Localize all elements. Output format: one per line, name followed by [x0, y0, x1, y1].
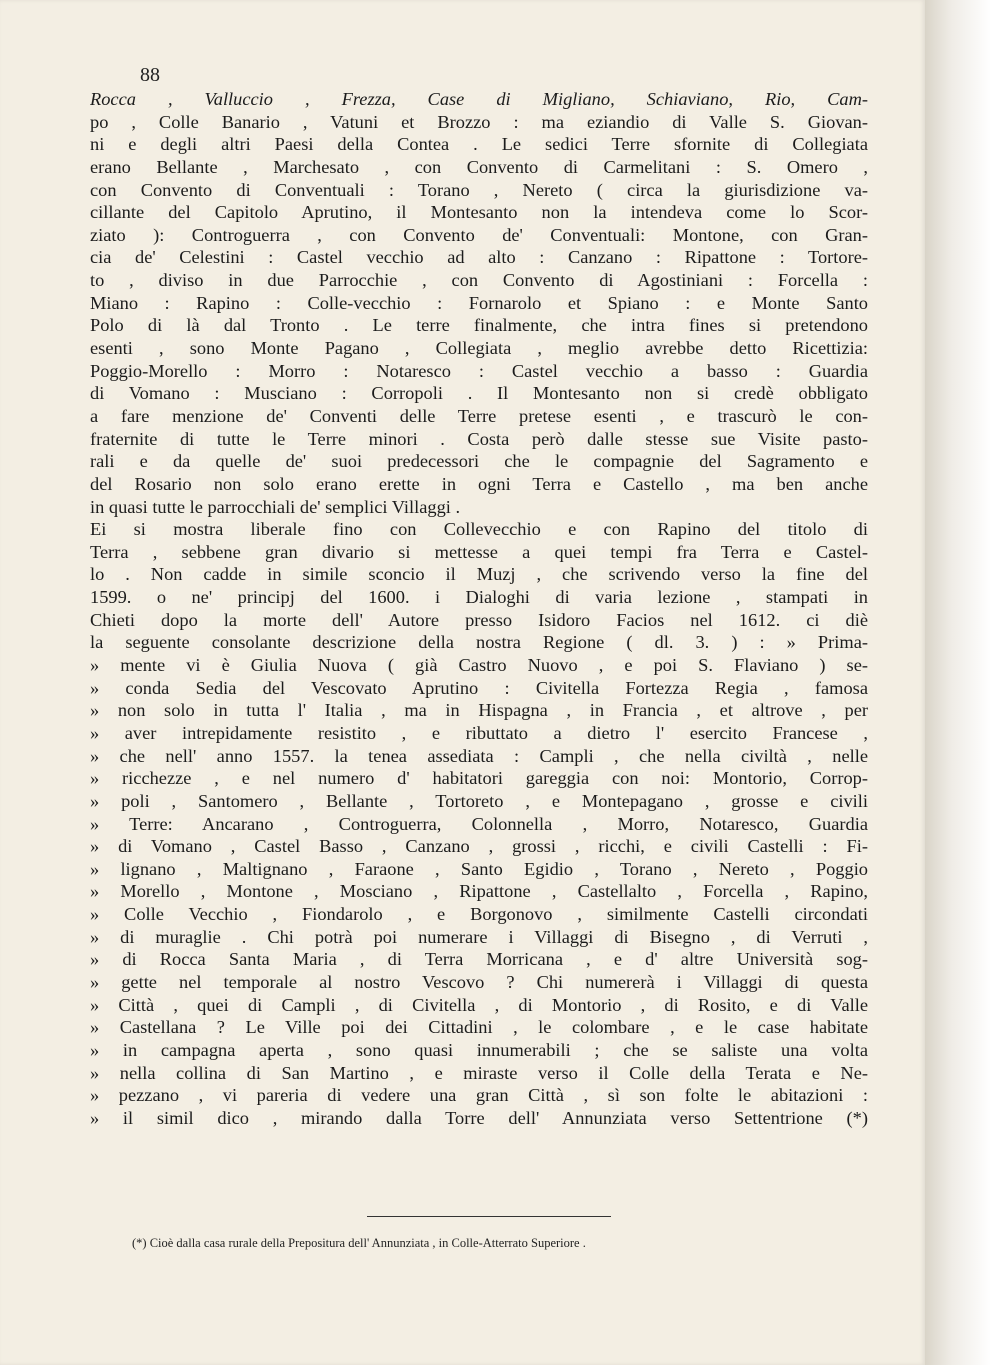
text-line: a fare menzione de' Conventi delle Terre pretese esenti , e trascurò le con- — [90, 405, 868, 426]
text-line: » Morello , Montone , Mosciano , Ripattone , Castellalto , Forcella , Rapino, — [90, 881, 868, 902]
text-line: po , Colle Banario , Vatuni et Brozzo : ma eziandio di Valle S. Giovan- — [90, 111, 868, 132]
text-line: » poli , Santomero , Bellante , Tortoreto , e Montepagano , grosse e civili — [90, 790, 868, 811]
text-line: con Convento di Conventuali : Torano , Nereto ( circa la giurisdizione va- — [90, 179, 868, 200]
text-line: » nella collina di San Martino , e miraste verso il Colle della Terata e Ne- — [90, 1062, 868, 1083]
footnote-rule — [367, 1216, 611, 1217]
text-line: Poggio-Morello : Morro : Notaresco : Castel vecchio a basso : Guardia — [90, 360, 868, 381]
text-line: » in campagna aperta , sono quasi innumerabili ; che se saliste una volta — [90, 1039, 868, 1060]
text-line: » di Vomano , Castel Basso , Canzano , grossi , ricchi, e civili Castelli : Fi- — [90, 836, 868, 857]
text-line: in quasi tutte le parrocchiali de' semplici Villaggi . — [90, 496, 461, 517]
text-line: rali e da quelle de' suoi predecessori che le compagnie del Sagramento e — [90, 451, 868, 472]
text-line: del Rosario non solo erano erette in ogni Terra e Castello , ma ben anche — [90, 473, 868, 494]
text-line: » Colle Vecchio , Fiondarolo , e Borgonovo , similmente Castelli circondati — [90, 904, 868, 925]
text-line: cillante del Capitolo Aprutino, il Montesanto non la intendeva come lo Scor- — [90, 202, 868, 223]
text-line: » pezzano , vi pareria di vedere una gran Città , sì son folte le abitazioni : — [90, 1085, 868, 1106]
text-line: to , diviso in due Parrocchie , con Convento di Agostiniani : Forcella : — [90, 270, 868, 291]
text-line: » Terre: Ancarano , Controguerra, Colonnella , Morro, Notaresco, Guardia — [90, 813, 868, 834]
text-line: lo . Non cadde in simile sconcio il Muzj , che scrivendo verso la fine del — [90, 564, 868, 585]
text-line: » che nell' anno 1557. la tenea assediata : Campli , che nella civiltà , nelle — [90, 745, 868, 766]
text-line: » conda Sedia del Vescovato Aprutino : Civitella Fortezza Regia , famosa — [90, 677, 868, 698]
footnote: (*) Cioè dalla casa rurale della Prepositura dell' Annunziata , in Colle-Atterrato Superiore . — [132, 1236, 586, 1250]
text-line: » Castellana ? Le Ville poi dei Cittadini , le colombare , e le case habitate — [90, 1017, 868, 1038]
page-edge-shadow — [925, 0, 991, 1365]
text-line: » mente vi è Giulia Nuova ( già Castro Nuovo , e poi S. Flaviano ) se- — [90, 655, 868, 676]
text-line: » non solo in tutta l' Italia , ma in Hispagna , in Francia , et altrove , per — [90, 700, 868, 721]
text-line: Ei si mostra liberale fino con Collevecchio e con Rapino del titolo di — [90, 519, 868, 540]
text-line: fraternite di tutte le Terre minori . Costa però dalle stesse sue Visite pasto- — [90, 428, 868, 449]
text-line: 1599. o ne' principj del 1600. i Dialoghi di varia lezione , stampati in — [90, 587, 868, 608]
text-line: » gette nel temporale al nostro Vescovo ? Chi numererà i Villaggi di questa — [90, 971, 868, 992]
text-line: » aver intrepidamente resistito , e ributtato a dietro l' esercito Francese , — [90, 722, 868, 743]
text-line: erano Bellante , Marchesato , con Convento di Carmelitani : S. Omero , — [90, 156, 868, 177]
text-line: Miano : Rapino : Colle-vecchio : Fornarolo et Spiano : e Monte Santo — [90, 292, 868, 313]
text-line: ziato ): Controguerra , con Convento de' Conventuali: Montone, con Gran- — [90, 224, 868, 245]
text-line: » ricchezze , e nel numero d' habitatori gareggia con noi: Montorio, Corrop- — [90, 768, 868, 789]
text-line: Rocca , Valluccio , Frezza, Case di Migliano, Schiaviano, Rio, Cam- — [90, 89, 868, 109]
text-line: la seguente consolante descrizione della nostra Regione ( dl. 3. ) : » Prima- — [90, 632, 868, 653]
text-line: » Città , quei di Campli , di Civitella , di Montorio , di Rosito, e di Valle — [90, 994, 868, 1015]
text-line: ni e degli altri Paesi della Contea . Le sedici Terre sfornite di Collegiata — [90, 134, 868, 155]
body-text — [90, 88, 868, 1129]
text-line: esenti , sono Monte Pagano , Collegiata , meglio avrebbe detto Ricettizia: — [90, 338, 868, 359]
text-line: » di Rocca Santa Maria , di Terra Morricana , e d' altre Università sog- — [90, 949, 868, 970]
text-line: cia de' Celestini : Castel vecchio ad alto : Canzano : Ripattone : Tortore- — [90, 247, 868, 268]
text-line: Terra , sebbene gran divario si mettesse a quei tempi fra Terra e Castel- — [90, 541, 868, 562]
text-line: » lignano , Maltignano , Faraone , Santo Egidio , Torano , Nereto , Poggio — [90, 858, 868, 879]
page-number: 88 — [140, 64, 160, 86]
text-line: » il simil dico , mirando dalla Torre dell' Annunziata verso Settentrione (*) — [90, 1107, 868, 1128]
text-line: di Vomano : Musciano : Corropoli . Il Montesanto non si credè obbligato — [90, 383, 868, 404]
text-line: » di muraglie . Chi potrà poi numerare i Villaggi di Bisegno , di Verruti , — [90, 926, 868, 947]
text-line: Chieti dopo la morte dell' Autore presso Isidoro Facios nel 1612. ci diè — [90, 609, 868, 630]
text-line: Polo di là dal Tronto . Le terre finalmente, che intra fines si pretendono — [90, 315, 868, 336]
